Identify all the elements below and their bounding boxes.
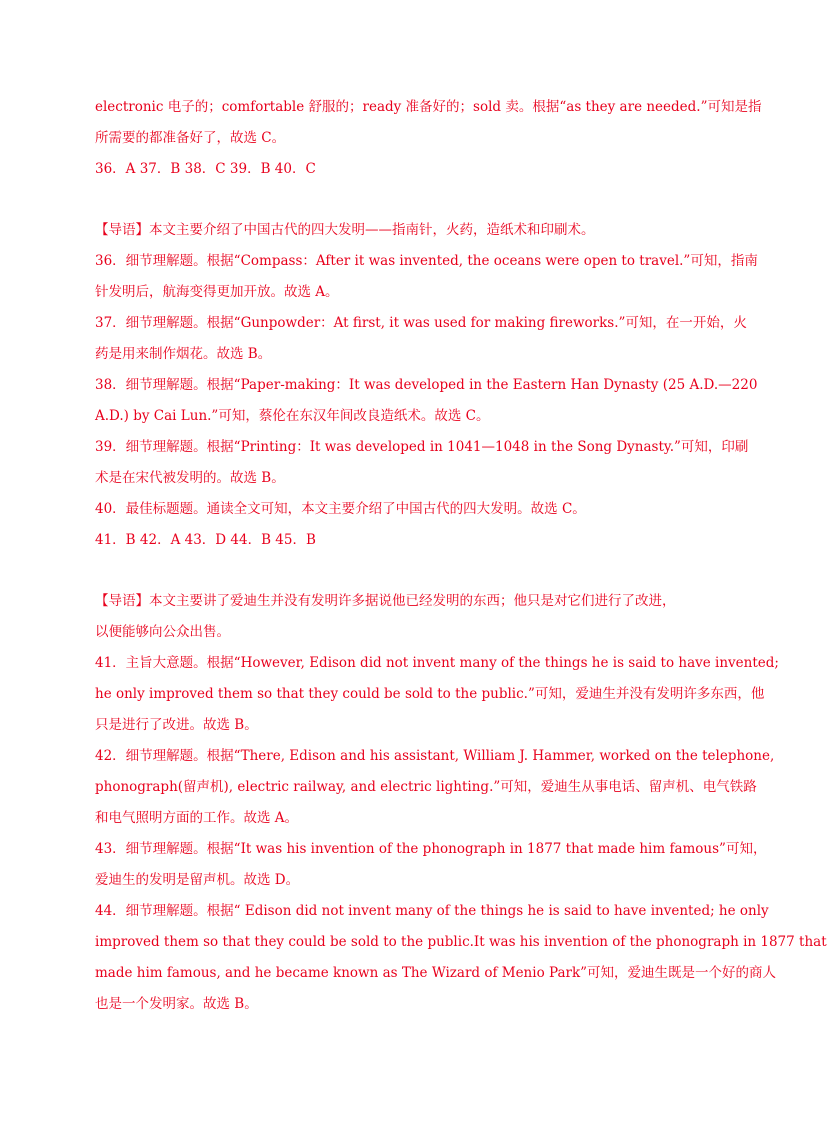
explanation-line: 爱迪生的发明是留声机。故选 D。 — [95, 872, 300, 888]
explanation-line: 药是用来制作烟花。故选 B。 — [95, 346, 272, 362]
explanation-line: phonograph(留声机), electric railway, and electric lighting.”可知，爱迪生从事电话、留声机、电气铁路 — [95, 779, 757, 795]
explanation-line: 只是进行了改进。故选 B。 — [95, 717, 258, 733]
explanation-line: he only improved them so that they could be sold to the public.”可知，爱迪生并没有发明许多东西，他 — [95, 686, 765, 702]
explanation-line: 和电气照明方面的工作。故选 A。 — [95, 810, 299, 826]
explanation-line: improved them so that they could be sold to the public.It was his invention of the phonograph in 1877 that — [95, 934, 827, 950]
guide-41-45-line-1: 【导语】本文主要讲了爱迪生并没有发明许多据说他已经发明的东西；他只是对它们进行了改进， — [95, 593, 676, 609]
explanation-line: 40．最佳标题题。通读全文可知，本文主要介绍了中国古代的四大发明。故选 C。 — [95, 501, 586, 517]
intro-line-2: 所需要的都准备好了，故选 C。 — [95, 130, 286, 146]
answer-key-36-40: 36．A 37．B 38．C 39．B 40．C — [95, 161, 316, 177]
explanation-line: 41．主旨大意题。根据“However, Edison did not invent many of the things he is said to have invented; — [95, 655, 779, 671]
explanation-line: 39．细节理解题。根据“Printing：It was developed in 1041—1048 in the Song Dynasty.”可知，印刷 — [95, 439, 749, 455]
explanation-line: 也是一个发明家。故选 B。 — [95, 996, 258, 1012]
section-gap — [95, 556, 705, 586]
section-gap — [95, 185, 705, 215]
answer-key-41-45: 41．B 42．A 43．D 44．B 45．B — [95, 532, 316, 548]
intro-line-1: electronic 电子的；comfortable 舒服的；ready 准备好的；sold 卖。根据“as they are needed.”可知是指 — [95, 99, 762, 115]
explanation-line: 37．细节理解题。根据“Gunpowder：At first, it was used for making fireworks.”可知，在一开始，火 — [95, 315, 747, 331]
explanation-line: 36．细节理解题。根据“Compass：After it was invented, the oceans were open to travel.”可知，指南 — [95, 253, 758, 269]
explanation-line: 术是在宋代被发明的。故选 B。 — [95, 470, 285, 486]
explanation-line: 44．细节理解题。根据“ Edison did not invent many of the things he is said to have invented; he only — [95, 903, 769, 919]
guide-36-40: 【导语】本文主要介绍了中国古代的四大发明——指南针，火药，造纸术和印刷术。 — [95, 222, 595, 238]
explanation-line: 针发明后，航海变得更加开放。故选 A。 — [95, 284, 339, 300]
explanation-line: 38．细节理解题。根据“Paper-making：It was developed in the Eastern Han Dynasty (25 A.D.—220 — [95, 377, 758, 393]
explanation-line: 42．细节理解题。根据“There, Edison and his assistant, William J. Hammer, worked on the telephone, — [95, 748, 775, 764]
guide-41-45-line-2: 以便能够向公众出售。 — [95, 624, 230, 640]
explanation-line: made him famous, and he became known as The Wizard of Menio Park”可知，爱迪生既是一个好的商人 — [95, 965, 777, 981]
explanation-line: A.D.) by Cai Lun.”可知，蔡伦在东汉年间改良造纸术。故选 C。 — [95, 408, 490, 424]
explanation-line: 43．细节理解题。根据“It was his invention of the phonograph in 1877 that made him famous”可知， — [95, 841, 767, 857]
